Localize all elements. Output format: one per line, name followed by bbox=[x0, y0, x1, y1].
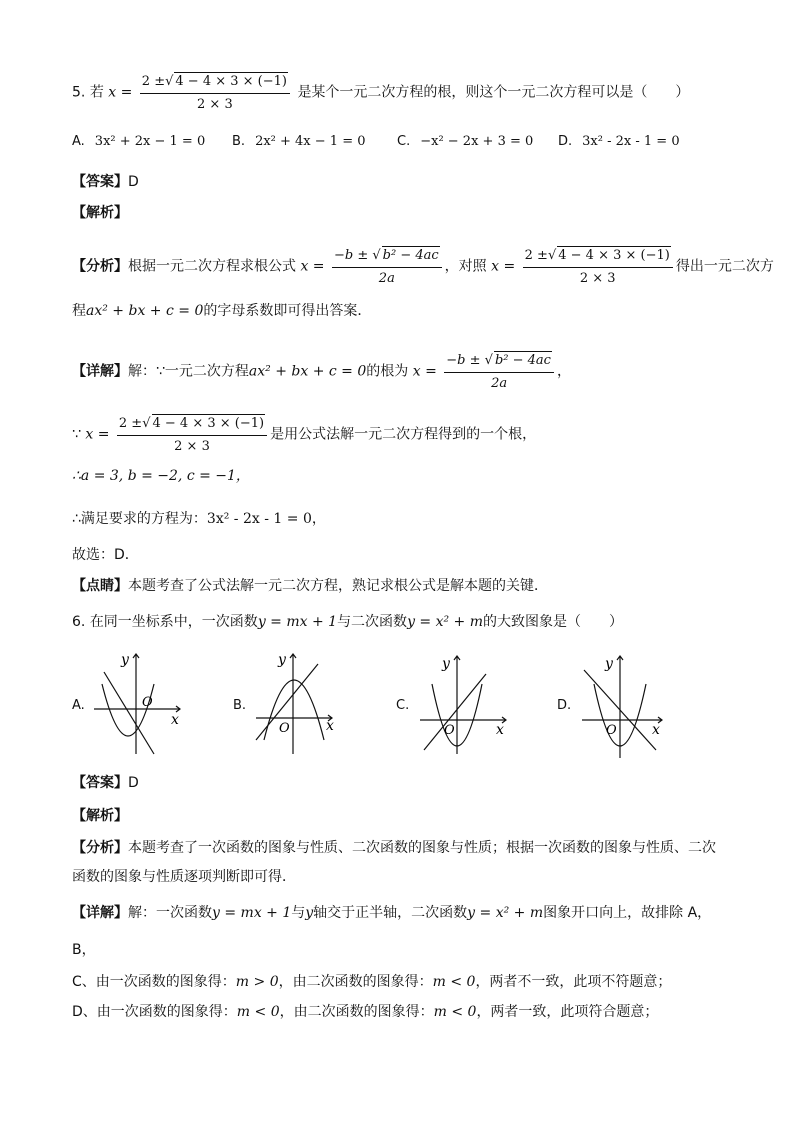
general-equation: ax² + bx + c = 0 bbox=[248, 363, 367, 380]
q5-fenxi-line1: 【分析】根据一元二次方程求根公式 x = $\frac{\text{−b ± √ b² − 4ac}}{2a}$ ，对照 x = $\frac{2 \pm√ 4 - 4 \times 3 \times (-1)}{2 \times 3}$ 得出一元二次方 bbox=[72, 248, 774, 286]
q5-detail-line1: 【详解】解：∵一元二次方程ax² + bx + c = 0的根为 x = $\frac{\text{−b ± √ b² − 4ac}}{2a}$ ， bbox=[72, 353, 571, 391]
linear-function: y = mx + 1 bbox=[257, 614, 338, 630]
graph-label-b: B. bbox=[233, 698, 247, 713]
quadratic-formula: $\frac{\text{−b ± √ b² − 4ac}}{2a}$ bbox=[332, 246, 442, 287]
y-symbol: y bbox=[305, 905, 314, 921]
option-text: 2x² + 4x − 1 = 0 bbox=[255, 134, 366, 149]
formula-num-prefix: −b ± bbox=[446, 353, 485, 368]
formula-num-prefix: −b ± bbox=[333, 248, 373, 263]
q5-frac-denominator: 2 × 3 bbox=[174, 439, 210, 454]
q6-detail-text1b: 与 bbox=[291, 905, 306, 921]
q6-detail-line3 bbox=[72, 972, 671, 992]
option-c bbox=[397, 134, 533, 149]
q5-detail-text1c: ， bbox=[556, 363, 571, 380]
q6-analysis-heading bbox=[72, 806, 128, 826]
y-label: y bbox=[278, 652, 286, 668]
comment-text: 本题考查了公式法解一元二次方程，熟记求根公式是解本题的关键． bbox=[128, 578, 548, 594]
q5-x-eq: x = bbox=[108, 84, 133, 101]
q5-root-fraction: $\frac{2 \pm√ 4 - 4 \times 3 \times (-1)}{2 \times 3}$ bbox=[140, 72, 290, 113]
formula-denominator: 2a bbox=[491, 376, 508, 391]
answer-tag: 【答案】 bbox=[72, 775, 128, 791]
linear-function: y = mx + 1 bbox=[212, 905, 292, 921]
q6-detail-text4c: ，两者一致，此项符合题意； bbox=[476, 1004, 659, 1020]
formula-radicand: b² − 4ac bbox=[494, 353, 551, 368]
q5-detail-line4 bbox=[72, 509, 326, 529]
q6-answer bbox=[72, 773, 139, 793]
option-label: C. bbox=[397, 134, 411, 149]
q6-detail-line4 bbox=[72, 1002, 658, 1022]
q5-lead: 若 bbox=[89, 84, 104, 101]
q5-comment bbox=[72, 576, 548, 596]
quadratic-function: y = x² + m bbox=[407, 614, 484, 630]
quadratic-formula-2: $\frac{\text{−b ± √ b² − 4ac}}{2a}$ bbox=[444, 351, 554, 392]
origin-label: O bbox=[142, 695, 153, 710]
q6-fenxi-line2: 函数的图象与性质逐项判断即可得． bbox=[72, 869, 296, 885]
q5-root-fraction-2: $\frac{2 \pm√ 4 - 4 \times 3 \times (-1)}{2 \times 3}$ bbox=[523, 246, 673, 287]
origin-label: O bbox=[444, 723, 455, 738]
detail-tag: 【详解】 bbox=[72, 905, 128, 921]
result-equation: 3x² - 2x - 1 = 0 bbox=[206, 511, 312, 527]
q5-frac-denominator: 2 × 3 bbox=[579, 271, 616, 286]
graph-c bbox=[414, 650, 524, 760]
answer-value: D bbox=[128, 174, 139, 190]
q5-frac-denominator: 2 × 3 bbox=[197, 97, 233, 112]
line bbox=[424, 674, 486, 750]
q5-frac-radicand: 4 − 4 × 3 × (−1) bbox=[175, 74, 287, 89]
q5-detail-text4b: ， bbox=[311, 511, 326, 527]
q6-fenxi-text1: 本题考查了一次函数的图象与性质、二次函数的图象与性质；根据一次函数的图象与性质、二次 bbox=[128, 840, 716, 856]
q5-frac-prefix: 2 ± bbox=[524, 248, 548, 263]
y-label: y bbox=[121, 652, 129, 668]
q6-detail-text1c: 轴交于正半轴，二次函数 bbox=[313, 905, 468, 921]
option-b bbox=[232, 134, 366, 149]
general-equation: ax² + bx + c = 0 bbox=[86, 303, 204, 319]
question-number: 5. bbox=[72, 84, 86, 101]
answer-tag: 【答案】 bbox=[72, 174, 128, 190]
option-text: −x² − 2x + 3 = 0 bbox=[420, 134, 534, 149]
q5-analysis-heading bbox=[72, 203, 128, 223]
x-label: x bbox=[171, 712, 179, 728]
detail-tag: 【详解】 bbox=[72, 363, 128, 380]
option-label: D. bbox=[558, 134, 573, 149]
q6-stem-b: 与二次函数 bbox=[337, 614, 408, 630]
q5-options bbox=[72, 134, 712, 154]
q6-detail-text1d: 图象开口向上，故排除 A， bbox=[543, 905, 712, 921]
origin-label: O bbox=[606, 723, 617, 738]
option-label: A. bbox=[72, 134, 85, 149]
q6-detail-text1a: 解：一次函数 bbox=[128, 905, 212, 921]
x-label: x bbox=[496, 722, 504, 738]
option-text: 3x² - 2x - 1 = 0 bbox=[582, 134, 680, 149]
q5-detail-line3: ∴a = 3, b = −2, c = −1， bbox=[72, 468, 250, 484]
option-label: B. bbox=[232, 134, 246, 149]
question-number: 6. bbox=[72, 614, 86, 630]
q5-frac-radicand: 4 − 4 × 3 × (−1) bbox=[558, 248, 670, 263]
condition-1: m < 0 bbox=[236, 1004, 280, 1020]
condition-2: m < 0 bbox=[432, 974, 476, 990]
q5-stem bbox=[72, 72, 689, 113]
option-a bbox=[72, 134, 205, 149]
analysis-tag: 【解析】 bbox=[72, 808, 128, 824]
q6-stem bbox=[72, 612, 623, 632]
q5-answer bbox=[72, 172, 139, 192]
option-d bbox=[558, 134, 680, 149]
origin-label: O bbox=[279, 721, 290, 736]
q6-detail-text3c: ，两者不一致，此项不符题意； bbox=[475, 974, 672, 990]
q5-detail-text1b: 的根为 bbox=[366, 363, 409, 380]
x-label: x bbox=[326, 718, 334, 734]
fenxi-tag: 【分析】 bbox=[72, 840, 128, 856]
y-label: y bbox=[442, 656, 450, 672]
q5-detail-text4a: ∴满足要求的方程为： bbox=[72, 511, 207, 527]
q5-choose: 故选：D． bbox=[72, 547, 139, 563]
graph-label-a: A. bbox=[72, 698, 85, 713]
formula-denominator: 2a bbox=[378, 271, 395, 286]
q5-root-fraction-3: $\frac{2 \pm√ 4 - 4 \times 3 \times (-1)}{2 \times 3}$ bbox=[117, 414, 267, 455]
q5-fenxi-line2 bbox=[72, 301, 371, 321]
q5-detail-text1a: 解：∵一元二次方程 bbox=[128, 363, 249, 380]
graph-a bbox=[88, 650, 198, 760]
q5-detail-text2b: 是用公式法解一元二次方程得到的一个根， bbox=[270, 426, 537, 443]
q5-fenxi-text1: 根据一元二次方程求根公式 bbox=[128, 258, 296, 275]
q5-fenxi-text3: 得出一元二次方 bbox=[675, 258, 774, 275]
q6-fenxi-line1 bbox=[72, 838, 716, 858]
fenxi-tag: 【分析】 bbox=[72, 258, 128, 275]
parabola bbox=[102, 684, 154, 736]
q5-tail: 是某个一元二次方程的根，则这个一元二次方程可以是（ ） bbox=[297, 84, 690, 101]
q5-frac-radicand: 4 − 4 × 3 × (−1) bbox=[152, 416, 265, 431]
q5-fenxi-text2: ，对照 bbox=[444, 258, 487, 275]
condition-1: m > 0 bbox=[235, 974, 279, 990]
q6-detail-text4a: D、由一次函数的图象得： bbox=[72, 1004, 237, 1020]
answer-value: D bbox=[128, 775, 139, 791]
q6-detail-line1 bbox=[72, 903, 711, 923]
because-symbol: ∵ bbox=[72, 426, 81, 443]
q5-fenxi-text4a: 程 bbox=[72, 303, 86, 319]
q6-detail-text3b: ，由二次函数的图象得： bbox=[278, 974, 433, 990]
graph-b bbox=[250, 650, 360, 760]
q5-fenxi-text4b: 的字母系数即可得出答案． bbox=[203, 303, 372, 319]
q6-detail-text4b: ，由二次函数的图象得： bbox=[279, 1004, 434, 1020]
analysis-tag: 【解析】 bbox=[72, 205, 128, 221]
q5-detail-line2: ∵ x = $\frac{2 \pm√ 4 - 4 \times 3 \times (-1)}{2 \times 3}$ 是用公式法解一元二次方程得到的一个根， bbox=[72, 416, 537, 454]
graph-d bbox=[576, 650, 686, 760]
y-label: y bbox=[605, 656, 613, 672]
q5-frac-prefix: 2 ± bbox=[141, 74, 166, 89]
q5-frac-prefix: 2 ± bbox=[118, 416, 143, 431]
graph-label-c: C. bbox=[396, 698, 410, 713]
graph-label-d: D. bbox=[557, 698, 572, 713]
line bbox=[104, 672, 154, 754]
formula-radicand: b² − 4ac bbox=[382, 248, 439, 263]
quadratic-function: y = x² + m bbox=[467, 905, 544, 921]
option-text: 3x² + 2x − 1 = 0 bbox=[94, 134, 206, 149]
condition-2: m < 0 bbox=[433, 1004, 477, 1020]
q6-detail-line2: B， bbox=[72, 942, 96, 958]
q6-detail-text3a: C、由一次函数的图象得： bbox=[72, 974, 236, 990]
q6-stem-c: 的大致图象是（ ） bbox=[483, 614, 624, 630]
comment-tag: 【点睛】 bbox=[72, 578, 128, 594]
parabola bbox=[264, 680, 324, 740]
x-label: x bbox=[652, 722, 660, 738]
q6-stem-a: 在同一坐标系中，一次函数 bbox=[89, 614, 258, 630]
